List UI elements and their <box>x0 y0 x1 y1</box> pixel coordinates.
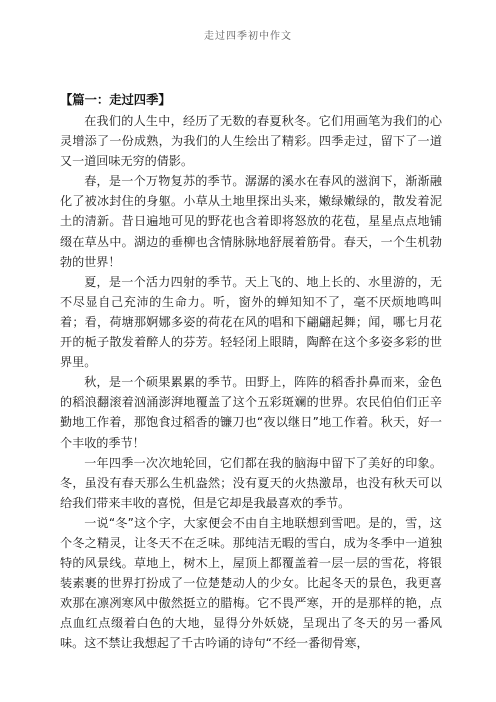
paragraph-winter: 一说“冬”这个字，大家便会不由自主地联想到雪吧。是的，雪，这个冬之精灵，让冬天不在乏味。那纯洁无暇的雪白，成为冬季中一道独特的风景线。草地上，树木上，屋顶上都覆盖着一层一层的雪花，将银装素裹的世界打扮成了一位楚楚动人的少女。比起冬天的景色，我更喜欢那在凛冽寒风中傲然挺立的腊梅。它不畏严寒，开的是那样的艳，点点血红点缀着白色的大地，显得分外妖娆，呈现出了冬天的另一番风味。这不禁让我想起了千古吟诵的诗句“不经一番彻骨寒， <box>60 515 442 651</box>
document-title: 走过四季初中作文 <box>204 31 292 42</box>
document-body <box>60 90 442 654</box>
paragraph-intro: 在我们的人生中，经历了无数的春夏秋冬。它们用画笔为我们的心灵增添了一份成熟，为我们的人生绘出了精彩。四季走过，留下了一道又一道回味无穷的倩影。 <box>60 114 442 169</box>
paragraph-autumn: 秋，是一个硕果累累的季节。田野上，阵阵的稻香扑鼻而来，金色的稻浪翻滚着汹涌澎湃地覆盖了这个五彩斑斓的世界。农民伯伯们正辛勤地工作着，那饱食过稻香的镰刀也“夜以继日”地工作着。秋天，好一个丰收的季节！ <box>60 375 442 450</box>
section-heading: 【篇一：走过四季】 <box>60 93 171 107</box>
paragraph-summer: 夏，是一个活力四射的季节。天上飞的、地上长的、水里游的，无不尽显自己充沛的生命力。听，窗外的蝉知知不了，毫不厌烦地鸣叫着；看，荷塘那婀娜多姿的荷花在风的唱和下翩翩起舞；闻，哪七月花开的栀子散发着醉人的芬芳。轻轻闭上眼睛，陶醉在这个多姿多彩的世界里。 <box>60 274 442 370</box>
paragraph-cycle: 一年四季一次次地轮回，它们都在我的脑海中留下了美好的印象。冬，虽没有春天那么生机盎然；没有夏天的火热激昂，也没有秋天可以给我们带来丰收的喜悦，但是它却是我最喜欢的季节。 <box>60 455 442 510</box>
paragraph-spring: 春，是一个万物复苏的季节。潺潺的溪水在春风的滋润下，渐渐融化了被冰封住的身躯。小草从土地里探出头来，嫩绿嫩绿的，散发着泥土的清新。昔日遍地可见的野花也含着即将怒放的花苞，星星点点地铺缀在草丛中。湖边的垂柳也含情脉脉地舒展着筋骨。春天，一个生机勃勃的世界！ <box>60 174 442 269</box>
